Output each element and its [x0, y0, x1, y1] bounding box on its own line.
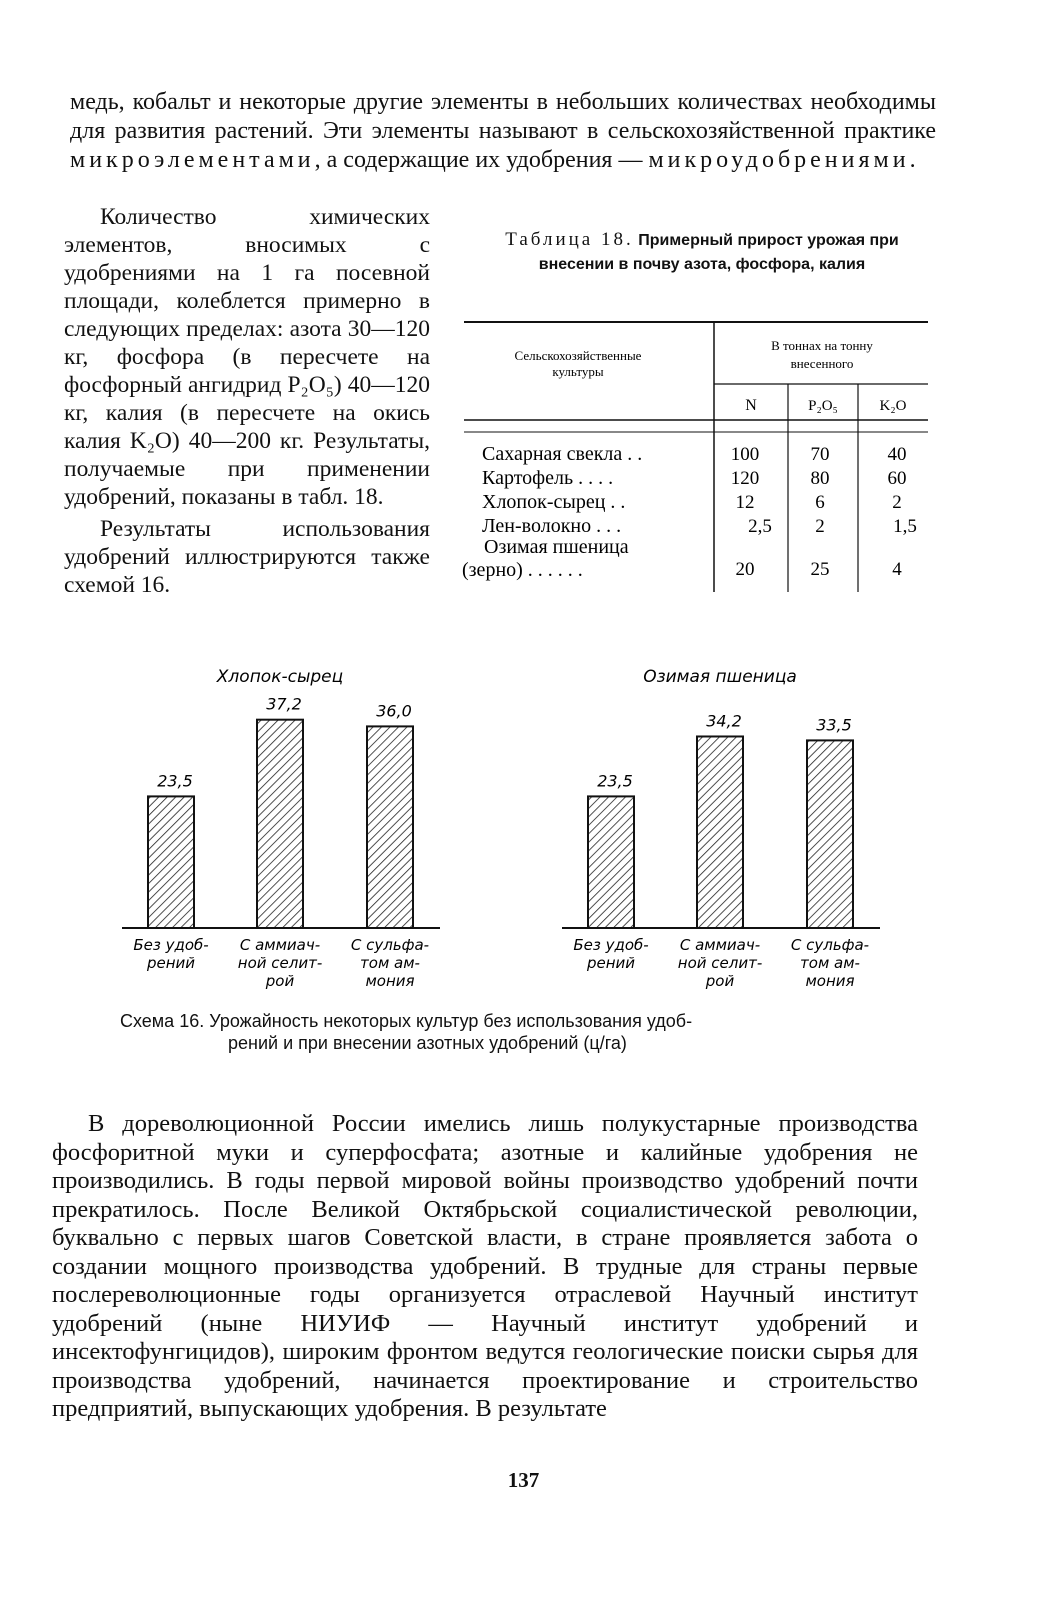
- category-label: рой: [265, 972, 295, 990]
- table-row: [482, 491, 902, 513]
- chart-winter-wheat: [562, 667, 880, 990]
- bar-charts: [100, 660, 960, 1000]
- category-label: С аммиач-: [239, 936, 321, 954]
- row-k: 60: [887, 468, 907, 489]
- category-label: Без удоб-: [133, 936, 209, 954]
- category-label: ной селит-: [677, 954, 763, 972]
- row-crop: Сахарная свекла . .: [482, 443, 643, 465]
- intro-text-2: , а содержащие их удобрения —: [314, 147, 649, 173]
- row-crop: Картофель . . . .: [482, 467, 614, 489]
- row-k: 40: [887, 444, 907, 465]
- row-k: 2: [892, 492, 902, 513]
- bar: [807, 740, 853, 928]
- table-caption: [472, 228, 932, 276]
- category-label: мония: [365, 972, 415, 990]
- body-paragraph: [52, 1110, 918, 1424]
- row-k: 1,5: [893, 516, 917, 537]
- header-group-line1: В тоннах на тонну: [771, 338, 873, 353]
- row-n: 120: [730, 468, 760, 489]
- row-n: 12: [735, 492, 755, 513]
- table-label: Таблица 18.: [505, 229, 634, 250]
- page-number: 137: [507, 1468, 540, 1492]
- chart-title: Хлопок-сырец: [216, 667, 344, 687]
- bar: [588, 796, 634, 928]
- row-n: 20: [735, 559, 755, 580]
- bar-value-label: 33,5: [816, 715, 852, 735]
- header-n: N: [745, 397, 757, 414]
- chart-caption: [120, 1010, 870, 1054]
- row-p: 6: [815, 492, 825, 513]
- left-paragraph-2: Результаты использования удобрений иллюстрируются также схемой 16.: [64, 516, 430, 598]
- bar-value-label: 23,5: [157, 771, 193, 791]
- header-crops-line2: культуры: [552, 364, 604, 379]
- row-p: 2: [815, 516, 825, 537]
- chart-caption-line2: рений и при внесении азотных удобрений (ц/га): [228, 1033, 627, 1053]
- row-p: 80: [810, 468, 830, 489]
- row-crop: Хлопок-сырец . .: [482, 491, 626, 513]
- bar: [148, 796, 194, 928]
- category-label: ной селит-: [237, 954, 323, 972]
- category-label: мония: [805, 972, 855, 990]
- body-paragraph-text: В дореволюционной России имелись лишь полукустарные производства фосфоритной муки и суперфосфата; азотные и калийные удобрения не производились. В годы первой мировой войны производство удобрений почти прекратилось. После Великой Октябрьской социалистической революции, буквально с первых шагов Советской власти, в стране проявляется забота о создании мощного производства удобрений. В трудные для страны первые послереволюционные годы организуется отраслевой Научный институт удобрений (ныне НИУИФ — Научный институт удобрений и инсектофунгицидов), широким фронтом ведутся геологические поиски сырья для производства удобрений, начинается проектирование и строительство предприятий, выпускающих удобрения. В результате: [52, 1110, 918, 1422]
- table-row: [482, 467, 907, 489]
- table-row: [482, 515, 917, 537]
- header-k2o: K₂O: [879, 398, 907, 414]
- row-k: 4: [892, 559, 902, 580]
- row-p: 25: [810, 559, 830, 580]
- category-label: том ам-: [800, 954, 860, 972]
- chart-caption-line1: Схема 16. Урожайность некоторых культур без использования удоб-: [120, 1011, 693, 1031]
- row-n: 100: [730, 444, 760, 465]
- category-label: рений: [146, 954, 196, 972]
- category-label: рой: [705, 972, 735, 990]
- intro-text-3: .: [909, 147, 916, 173]
- table-row: [462, 536, 902, 581]
- category-label: С сульфа-: [790, 936, 870, 954]
- row-n: 2,5: [748, 516, 772, 537]
- row-crop: Лен-волокно . . .: [482, 515, 622, 537]
- bar-value-label: 34,2: [706, 711, 742, 731]
- term-microfertilizers: микроудобрениями: [648, 147, 910, 173]
- bar: [367, 726, 413, 928]
- chart-cotton: [122, 667, 440, 990]
- category-label: С аммиач-: [679, 936, 761, 954]
- header-crops-line1: Сельскохозяйственные: [514, 348, 642, 363]
- chart-title: Озимая пшеница: [643, 667, 797, 687]
- header-group-line2: внесенного: [790, 356, 854, 371]
- row-p: 70: [810, 444, 830, 465]
- left-paragraph-1: Количество химических элементов, вносимых с удобрениями на 1 га посевной площади, колеблется примерно в следующих пределах: азота 30—120 кг, фосфора (в пересчете на фосфорный ангидрид P₂O₅) 40—120 кг, калия (в пересчете на окись калия K₂O) 40—200 кг. Результаты, получаемые при применении удобрений, показаны в табл. 18.: [64, 204, 430, 510]
- data-table: [460, 320, 932, 605]
- category-label: том ам-: [360, 954, 420, 972]
- bar: [697, 736, 743, 928]
- bar-value-label: 37,2: [266, 694, 302, 714]
- term-microelements: микроэлементами: [70, 147, 315, 173]
- bar-value-label: 36,0: [376, 701, 412, 721]
- row-crop: (зерно) . . . . . .: [462, 559, 583, 581]
- left-column-text: [64, 203, 430, 599]
- bar-charts-svg: [100, 660, 960, 1000]
- category-label: рений: [586, 954, 636, 972]
- bar-value-label: 23,5: [597, 771, 633, 791]
- table-title: Примерный прирост урожая при внесении в почву азота, фосфора, калия: [538, 232, 899, 273]
- bar: [257, 720, 303, 928]
- table-row: [482, 443, 907, 465]
- table-grid: [460, 320, 932, 600]
- category-label: С сульфа-: [350, 936, 430, 954]
- row-crop-line1: Озимая пшеница: [484, 536, 629, 558]
- category-label: Без удоб-: [573, 936, 649, 954]
- intro-paragraph: [70, 88, 936, 175]
- intro-text-1: медь, кобальт и некоторые другие элементы в небольших количествах необходимы для развития растений. Эти элементы называют в сельскохозяйственной практике: [70, 89, 936, 144]
- header-p2o5: P₂O₅: [808, 398, 838, 414]
